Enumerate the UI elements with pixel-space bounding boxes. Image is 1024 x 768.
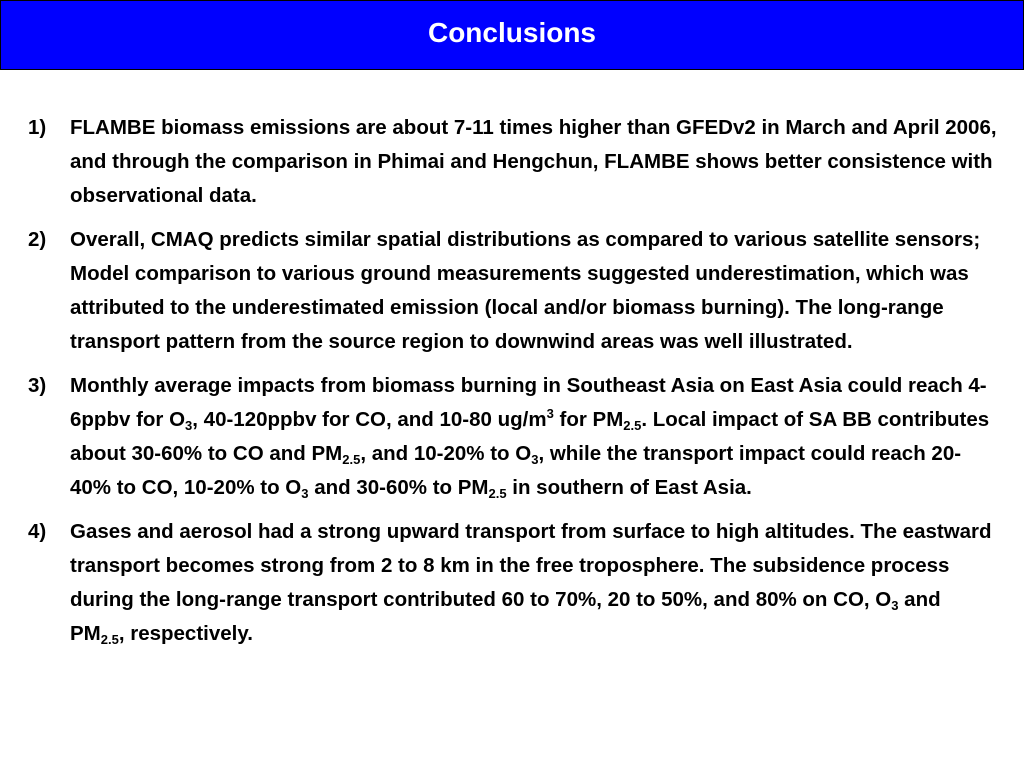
item-number: 3) <box>28 374 47 397</box>
conclusion-item <box>28 515 1000 651</box>
item-number: 1) <box>28 116 47 139</box>
conclusions-list <box>28 111 1000 661</box>
text-run: in southern of East Asia. <box>506 476 752 499</box>
text-run: Overall, CMAQ predicts similar spatial distributions as compared to various satellite sensors; Model comparison to various ground measurements suggested underestimation, which was attributed to the underestimated emission (local and/or biomass burning). The long-range transport pattern from the source region to downwind areas was well illustrated. <box>70 228 981 353</box>
subscript: 3 <box>301 486 309 501</box>
subscript: 2.5 <box>342 452 361 467</box>
item-text <box>70 111 1000 213</box>
item-text <box>70 515 1000 651</box>
conclusion-item <box>28 369 1000 505</box>
title-bar <box>0 0 1024 70</box>
text-run: Monthly average impacts from biomass burning in Southeast Asia on East Asia could reach 4-6ppbv for O <box>70 374 987 431</box>
slide-title: Conclusions <box>427 17 596 48</box>
conclusion-item <box>28 223 1000 359</box>
item-number: 4) <box>28 520 47 543</box>
text-run: , while the transport impact could reach 20-40% to CO, 10-20% to O <box>70 442 962 499</box>
item-text <box>70 369 1000 505</box>
text-run: , 40-120ppbv for CO, and 10-80 ug/m <box>192 408 547 431</box>
text-run: and 30-60% to PM <box>308 476 489 499</box>
text-run: and PM <box>70 588 941 645</box>
subscript: 2.5 <box>100 632 119 647</box>
text-run: Gases and aerosol had a strong upward transport from surface to high altitudes. The eastward transport becomes strong from 2 to 8 km in the free troposphere. The subsidence process during the long-range transport contributed 60 to 70%, 20 to 50%, and 80% on CO, O <box>70 520 992 611</box>
text-run: FLAMBE biomass emissions are about 7-11 times higher than GFEDv2 in March and April 2006, and through the comparison in Phimai and Hengchun, FLAMBE shows better consistence with observational data. <box>70 116 997 207</box>
text-run: . Local impact of SA BB contributes about 30-60% to CO and PM <box>70 408 990 465</box>
text-run: , respectively. <box>118 622 253 645</box>
item-number: 2) <box>28 228 47 251</box>
subscript: 3 <box>185 418 193 433</box>
superscript: 3 <box>546 406 554 421</box>
text-run: for PM <box>553 408 624 431</box>
text-run: , and 10-20% to O <box>360 442 532 465</box>
subscript: 2.5 <box>488 486 507 501</box>
conclusion-item <box>28 111 1000 213</box>
item-text <box>70 223 1000 359</box>
subscript: 2.5 <box>623 418 642 433</box>
subscript: 3 <box>891 598 899 613</box>
subscript: 3 <box>531 452 539 467</box>
